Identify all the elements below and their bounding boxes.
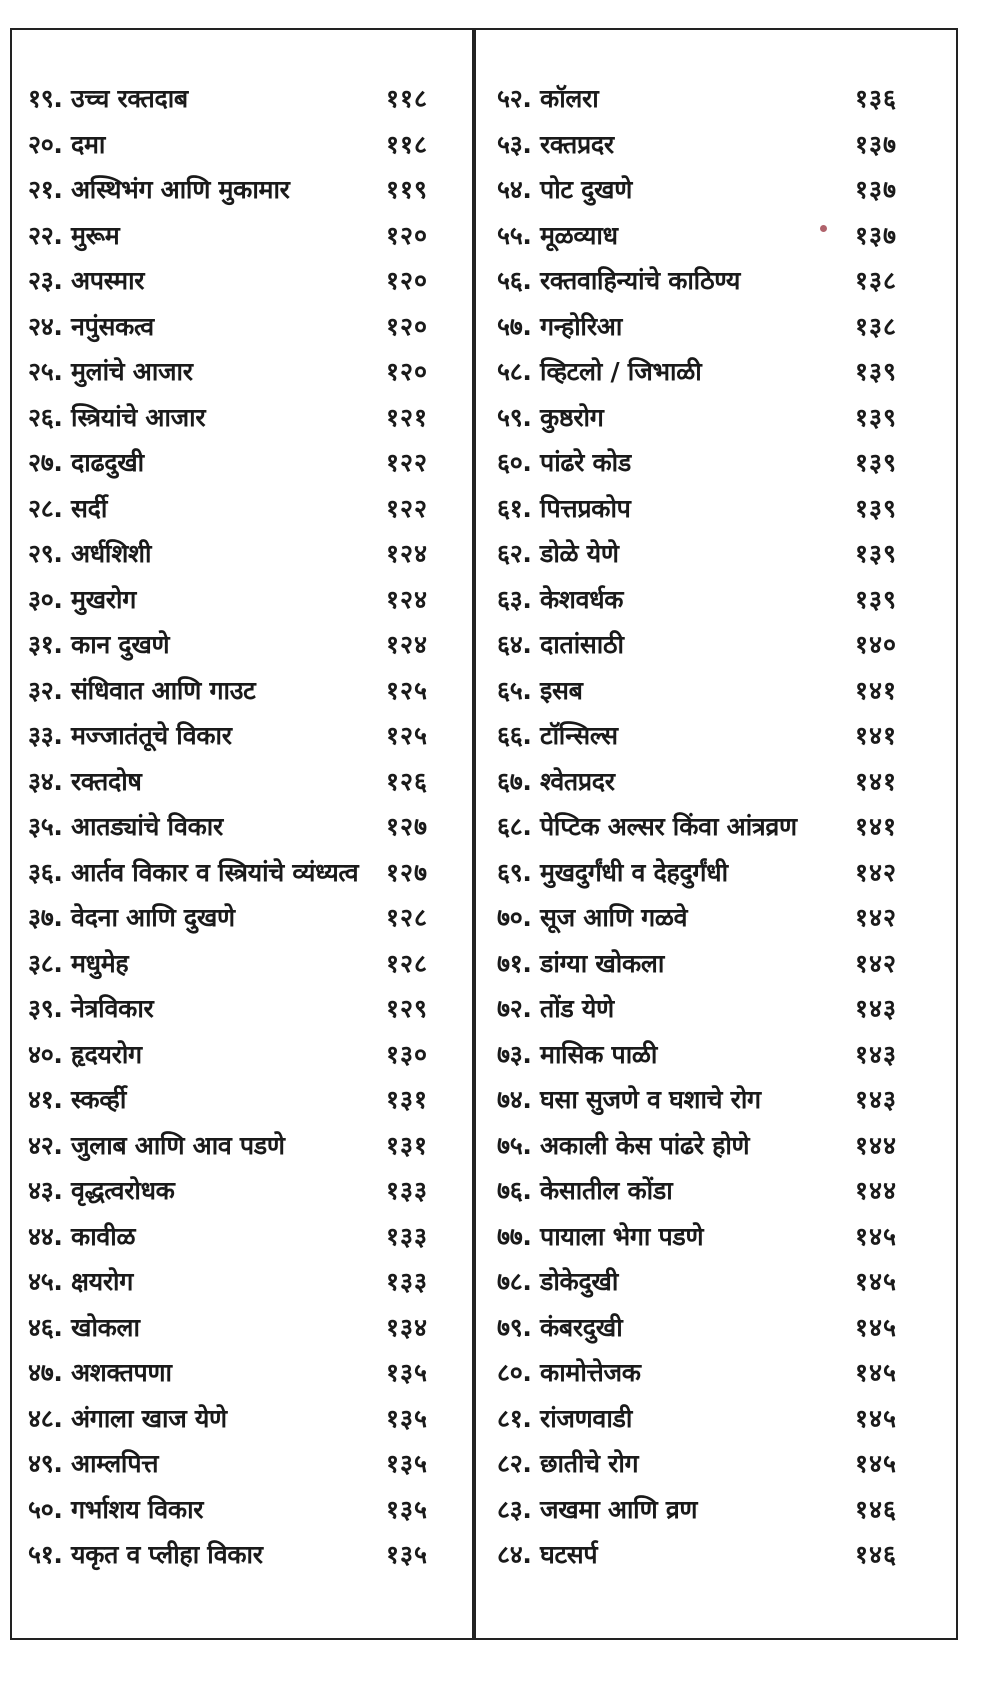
toc-entry-title: २०. दमा bbox=[28, 129, 106, 159]
toc-entry-page-number: १४५ bbox=[854, 1403, 897, 1433]
toc-entry-page-number: १४३ bbox=[854, 1039, 897, 1069]
toc-entry-title: ७१. डांग्या खोकला bbox=[497, 948, 665, 978]
toc-entry-page-number: १३९ bbox=[854, 448, 897, 477]
toc-entry-page-number: १४३ bbox=[854, 994, 897, 1023]
toc-entry-page-number: १२७ bbox=[385, 812, 428, 841]
toc-entry bbox=[28, 486, 428, 532]
toc-entry-page-number: १३७ bbox=[854, 220, 897, 250]
toc-entry-page-number: १२४ bbox=[385, 584, 428, 614]
toc-entry bbox=[28, 850, 428, 896]
toc-entry bbox=[28, 804, 428, 850]
toc-entry bbox=[28, 1532, 428, 1578]
toc-entry bbox=[28, 1077, 428, 1123]
toc-entry bbox=[497, 1032, 897, 1078]
toc-entry-title: ५५. मूळव्याध bbox=[497, 220, 618, 250]
toc-entry-page-number: १४१ bbox=[854, 721, 897, 750]
toc-entry-title: ४५. क्षयरोग bbox=[28, 1267, 134, 1296]
toc-entry-title: ३९. नेत्रविकार bbox=[28, 994, 154, 1023]
toc-entry bbox=[28, 440, 428, 486]
toc-entry-title: २९. अर्धशिशी bbox=[28, 539, 152, 568]
toc-entry-title: ६८. पेप्टिक अल्सर किंवा आंत्रव्रण bbox=[497, 812, 797, 841]
toc-entry bbox=[28, 1396, 428, 1442]
toc-entry bbox=[497, 1305, 897, 1351]
toc-entry bbox=[497, 759, 897, 805]
toc-entry-page-number: १४५ bbox=[854, 1221, 897, 1251]
toc-entry-page-number: १२८ bbox=[385, 948, 428, 978]
toc-entry bbox=[28, 759, 428, 805]
toc-entry-title: ३०. मुखरोग bbox=[28, 584, 136, 614]
toc-entry-page-number: १२७ bbox=[385, 857, 428, 887]
toc-entry-title: ८४. घटसर्प bbox=[497, 1540, 598, 1569]
toc-entry-page-number: १३० bbox=[385, 1039, 428, 1069]
toc-entry-page-number: १२६ bbox=[385, 766, 428, 796]
toc-entry-page-number: १३३ bbox=[385, 1176, 428, 1205]
toc-entry-title: ४३. वृद्धत्वरोधक bbox=[28, 1176, 175, 1205]
toc-entry bbox=[497, 941, 897, 987]
toc-entry-page-number: १४१ bbox=[854, 766, 897, 796]
toc-entry-page-number: १४६ bbox=[854, 1540, 897, 1569]
toc-left-column bbox=[28, 76, 428, 1578]
toc-entry bbox=[497, 76, 897, 122]
toc-entry-title: ५०. गर्भाशय विकार bbox=[28, 1494, 204, 1524]
toc-entry bbox=[28, 986, 428, 1032]
toc-entry-title: ६१. पित्तप्रकोप bbox=[497, 493, 631, 523]
toc-entry-title: ७२. तोंड येणे bbox=[497, 994, 614, 1023]
toc-entry-title: ३७. वेदना आणि दुखणे bbox=[28, 903, 235, 932]
toc-entry bbox=[497, 577, 897, 623]
toc-entry-page-number: १२२ bbox=[385, 493, 428, 523]
toc-entry-title: ४८. अंगाला खाज येणे bbox=[28, 1403, 227, 1433]
toc-entry-page-number: १३३ bbox=[385, 1221, 428, 1251]
toc-entry-page-number: १३५ bbox=[385, 1358, 428, 1387]
toc-entry bbox=[497, 986, 897, 1032]
toc-entry bbox=[28, 395, 428, 441]
toc-entry-page-number: १३४ bbox=[385, 1312, 428, 1342]
toc-entry-title: ७८. डोकेदुखी bbox=[497, 1267, 619, 1296]
toc-entry-title: ७७. पायाला भेगा पडणे bbox=[497, 1221, 704, 1251]
toc-entry-page-number: १४१ bbox=[854, 675, 897, 705]
toc-entry-page-number: १३७ bbox=[854, 129, 897, 159]
toc-entry bbox=[497, 1168, 897, 1214]
toc-entry bbox=[497, 395, 897, 441]
toc-entry-page-number: १३९ bbox=[854, 357, 897, 386]
toc-entry bbox=[28, 1032, 428, 1078]
toc-entry bbox=[497, 1487, 897, 1533]
toc-entry-page-number: १३९ bbox=[854, 493, 897, 523]
toc-entry-title: ५८. व्हिटलो / जिभाळी bbox=[497, 357, 702, 386]
toc-entry-title: ५१. यकृत व प्लीहा विकार bbox=[28, 1540, 263, 1569]
toc-entry bbox=[497, 1532, 897, 1578]
toc-entry-title: ४१. स्कर्व्ही bbox=[28, 1085, 127, 1114]
toc-entry-page-number: ११८ bbox=[385, 84, 428, 113]
toc-entry bbox=[497, 349, 897, 395]
toc-entry bbox=[497, 1259, 897, 1305]
toc-entry bbox=[497, 122, 897, 168]
toc-entry-title: २१. अस्थिभंग आणि मुकामार bbox=[28, 175, 290, 204]
toc-entry-page-number: १३८ bbox=[854, 311, 897, 341]
toc-entry-title: ४७. अशक्तपणा bbox=[28, 1358, 172, 1387]
toc-entry-title: ६५. इसब bbox=[497, 675, 583, 705]
toc-entry bbox=[497, 1441, 897, 1487]
toc-entry-page-number: १४२ bbox=[854, 857, 897, 887]
toc-entry-page-number: १४२ bbox=[854, 948, 897, 978]
toc-entry-title: ६३. केशवर्धक bbox=[497, 584, 624, 614]
toc-right-column bbox=[497, 76, 897, 1578]
toc-entry-page-number: १३५ bbox=[385, 1540, 428, 1569]
toc-entry-title: ७५. अकाली केस पांढरे होणे bbox=[497, 1130, 750, 1160]
toc-entry-title: ८३. जखमा आणि व्रण bbox=[497, 1494, 698, 1524]
toc-entry-page-number: १३१ bbox=[385, 1130, 428, 1160]
toc-entry-page-number: १३५ bbox=[385, 1449, 428, 1478]
toc-entry-page-number: १४४ bbox=[854, 1176, 897, 1205]
toc-entry bbox=[28, 1305, 428, 1351]
toc-entry-title: ६७. श्वेतप्रदर bbox=[497, 766, 615, 796]
toc-entry-page-number: १३५ bbox=[385, 1403, 428, 1433]
toc-entry-page-number: १४१ bbox=[854, 812, 897, 841]
toc-entry bbox=[28, 258, 428, 304]
toc-entry-page-number: १३९ bbox=[854, 584, 897, 614]
toc-entry-title: ४६. खोकला bbox=[28, 1312, 140, 1342]
toc-entry bbox=[497, 1123, 897, 1169]
toc-entry-page-number: १२५ bbox=[385, 675, 428, 705]
toc-entry-page-number: १४५ bbox=[854, 1312, 897, 1342]
toc-entry bbox=[28, 668, 428, 714]
toc-entry-title: २७. दाढदुखी bbox=[28, 448, 144, 477]
toc-entry-title: ५९. कुष्ठरोग bbox=[497, 402, 604, 432]
toc-entry-title: ८१. रांजणवाडी bbox=[497, 1403, 633, 1433]
toc-entry bbox=[28, 1168, 428, 1214]
toc-entry bbox=[497, 167, 897, 213]
toc-entry-title: २५. मुलांचे आजार bbox=[28, 357, 193, 386]
toc-entry bbox=[28, 349, 428, 395]
toc-entry-page-number: १२४ bbox=[385, 539, 428, 568]
toc-entry-title: ७६. केसातील कोंडा bbox=[497, 1176, 673, 1205]
toc-entry-page-number: १२४ bbox=[385, 630, 428, 659]
toc-entry bbox=[28, 1350, 428, 1396]
toc-entry-page-number: १३५ bbox=[385, 1494, 428, 1524]
toc-entry-title: २६. स्त्रियांचे आजार bbox=[28, 402, 206, 432]
toc-entry-page-number: १२१ bbox=[385, 402, 428, 432]
toc-entry-title: ८२. छातीचे रोग bbox=[497, 1449, 639, 1478]
toc-entry bbox=[28, 622, 428, 668]
toc-entry-title: ४४. कावीळ bbox=[28, 1221, 136, 1251]
toc-entry-title: ५२. कॉलरा bbox=[497, 84, 599, 113]
toc-entry bbox=[497, 622, 897, 668]
toc-entry bbox=[28, 167, 428, 213]
toc-entry-page-number: १२९ bbox=[385, 994, 428, 1023]
toc-entry-title: ५६. रक्तवाहिन्यांचे काठिण्य bbox=[497, 266, 741, 295]
toc-entry bbox=[28, 304, 428, 350]
toc-entry-page-number: १२५ bbox=[385, 721, 428, 750]
toc-entry bbox=[497, 1396, 897, 1442]
toc-entry bbox=[28, 1259, 428, 1305]
toc-entry-title: २४. नपुंसकत्व bbox=[28, 311, 154, 341]
toc-entry-title: ३३. मज्जातंतूचे विकार bbox=[28, 721, 232, 750]
toc-entry bbox=[28, 713, 428, 759]
toc-entry-title: ६६. टॉन्सिल्स bbox=[497, 721, 618, 750]
toc-entry-page-number: १२० bbox=[385, 220, 428, 250]
toc-entry-page-number: १२८ bbox=[385, 903, 428, 932]
toc-entry bbox=[28, 76, 428, 122]
toc-entry bbox=[497, 213, 897, 259]
toc-entry bbox=[28, 1487, 428, 1533]
toc-entry bbox=[497, 531, 897, 577]
toc-entry-page-number: १४३ bbox=[854, 1085, 897, 1114]
toc-entry-title: ३८. मधुमेह bbox=[28, 948, 129, 978]
toc-entry bbox=[28, 1123, 428, 1169]
toc-entry-page-number: १३६ bbox=[854, 84, 897, 113]
toc-entry bbox=[28, 1441, 428, 1487]
toc-entry bbox=[497, 804, 897, 850]
toc-entry-title: ६०. पांढरे कोड bbox=[497, 448, 631, 477]
toc-entry-page-number: ११९ bbox=[385, 175, 428, 204]
toc-entry-page-number: १४५ bbox=[854, 1267, 897, 1296]
toc-entry bbox=[497, 258, 897, 304]
toc-entry-page-number: १२० bbox=[385, 357, 428, 386]
toc-entry-title: ५७. गन्होरिआ bbox=[497, 311, 623, 341]
toc-entry-page-number: १२० bbox=[385, 266, 428, 295]
toc-entry-title: ७४. घसा सुजणे व घशाचे रोग bbox=[497, 1085, 761, 1114]
toc-entry bbox=[28, 577, 428, 623]
toc-entry bbox=[28, 1214, 428, 1260]
toc-entry-title: ७०. सूज आणि गळवे bbox=[497, 903, 688, 932]
toc-entry bbox=[497, 1077, 897, 1123]
toc-entry bbox=[497, 304, 897, 350]
toc-entry bbox=[497, 1214, 897, 1260]
toc-entry bbox=[497, 850, 897, 896]
toc-entry-title: ६२. डोळे येणे bbox=[497, 539, 619, 568]
toc-entry-title: ३५. आतड्यांचे विकार bbox=[28, 812, 223, 841]
toc-entry-page-number: १३८ bbox=[854, 266, 897, 295]
column-divider bbox=[472, 28, 476, 1640]
toc-entry-page-number: १४० bbox=[854, 630, 897, 659]
toc-entry bbox=[28, 941, 428, 987]
toc-entry bbox=[497, 440, 897, 486]
toc-entry-page-number: १४६ bbox=[854, 1494, 897, 1524]
toc-entry-title: ३२. संधिवात आणि गाउट bbox=[28, 675, 256, 705]
toc-entry-page-number: १२० bbox=[385, 311, 428, 341]
toc-entry-page-number: १४५ bbox=[854, 1358, 897, 1387]
toc-entry-title: ८०. कामोत्तेजक bbox=[497, 1358, 641, 1387]
toc-entry bbox=[497, 713, 897, 759]
toc-entry-page-number: १३९ bbox=[854, 402, 897, 432]
toc-entry-title: ३१. कान दुखणे bbox=[28, 630, 170, 659]
toc-entry-page-number: ११८ bbox=[385, 129, 428, 159]
toc-entry-title: ३६. आर्तव विकार व स्त्रियांचे व्यंध्यत्व bbox=[28, 857, 359, 887]
toc-entry-title: २३. अपस्मार bbox=[28, 266, 145, 295]
toc-entry bbox=[497, 668, 897, 714]
toc-entry-page-number: १३१ bbox=[385, 1085, 428, 1114]
toc-entry-page-number: १४४ bbox=[854, 1130, 897, 1160]
toc-entry-title: २२. मुरूम bbox=[28, 220, 120, 250]
toc-entry-page-number: १३९ bbox=[854, 539, 897, 568]
toc-entry-title: ७३. मासिक पाळी bbox=[497, 1039, 658, 1069]
toc-entry-title: ४०. हृदयरोग bbox=[28, 1039, 142, 1069]
toc-entry bbox=[28, 531, 428, 577]
toc-entry-title: ४२. जुलाब आणि आव पडणे bbox=[28, 1130, 285, 1160]
toc-entry-title: ६४. दातांसाठी bbox=[497, 630, 624, 659]
toc-entry bbox=[497, 895, 897, 941]
toc-entry-title: ६९. मुखदुर्गंधी व देहदुर्गंधी bbox=[497, 857, 728, 887]
toc-entry-page-number: १३३ bbox=[385, 1267, 428, 1296]
toc-entry-title: ५३. रक्तप्रदर bbox=[497, 129, 614, 159]
toc-entry-title: ५४. पोट दुखणे bbox=[497, 175, 632, 204]
toc-entry-title: ३४. रक्तदोष bbox=[28, 766, 142, 796]
toc-entry bbox=[28, 213, 428, 259]
toc-entry bbox=[497, 486, 897, 532]
toc-entry-title: २८. सर्दी bbox=[28, 493, 108, 523]
toc-entry-page-number: १२२ bbox=[385, 448, 428, 477]
toc-entry-title: ४९. आम्लपित्त bbox=[28, 1449, 159, 1478]
toc-entry-page-number: १३७ bbox=[854, 175, 897, 204]
toc-entry-title: ७९. कंबरदुखी bbox=[497, 1312, 623, 1342]
toc-entry-page-number: १४५ bbox=[854, 1449, 897, 1478]
toc-entry bbox=[28, 895, 428, 941]
toc-entry-title: १९. उच्च रक्तदाब bbox=[28, 84, 188, 113]
toc-entry bbox=[497, 1350, 897, 1396]
toc-entry bbox=[28, 122, 428, 168]
toc-entry-page-number: १४२ bbox=[854, 903, 897, 932]
